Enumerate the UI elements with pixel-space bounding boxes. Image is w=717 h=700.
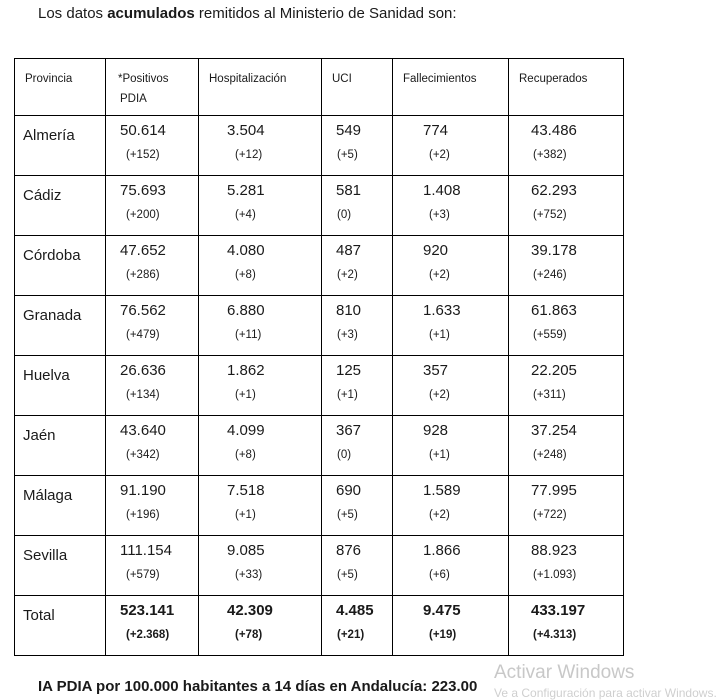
hosp-cell: 6.880 (+11) xyxy=(199,296,322,356)
rec-cell: 61.863 (+559) xyxy=(509,296,624,356)
fall-cell: 1.633 (+1) xyxy=(393,296,509,356)
uci-cell: 876 (+5) xyxy=(322,536,393,596)
fall-cell: 920 (+2) xyxy=(393,236,509,296)
windows-activation-subtitle: Ve a Configuración para activar Windows. xyxy=(494,686,717,700)
header-uci: UCI xyxy=(322,59,393,116)
table-row xyxy=(15,176,624,236)
table-row xyxy=(15,476,624,536)
header-fallecimientos: Fallecimientos xyxy=(393,59,509,116)
header-positivos-line2: PDIA xyxy=(120,93,147,105)
total-fall-cell: 9.475 (+19) xyxy=(393,596,509,656)
fall-cell: 928 (+1) xyxy=(393,416,509,476)
intro-before: Los datos xyxy=(38,5,108,22)
province-cell: Jaén xyxy=(15,416,106,476)
accumulated-data-table xyxy=(14,58,624,656)
windows-activation-watermark: Activar Windows xyxy=(494,662,635,683)
hosp-cell: 9.085 (+33) xyxy=(199,536,322,596)
uci-cell: 125 (+1) xyxy=(322,356,393,416)
header-recuperados: Recuperados xyxy=(509,59,624,116)
intro-text xyxy=(38,5,457,22)
province-cell: Almería xyxy=(15,116,106,176)
total-rec-cell: 433.197 (+4.313) xyxy=(509,596,624,656)
header-provincia: Provincia xyxy=(15,59,106,116)
header-row xyxy=(15,59,624,116)
table-row xyxy=(15,116,624,176)
rec-cell: 77.995 (+722) xyxy=(509,476,624,536)
positivos-cell: 47.652 (+286) xyxy=(106,236,199,296)
positivos-cell: 75.693 (+200) xyxy=(106,176,199,236)
uci-cell: 690 (+5) xyxy=(322,476,393,536)
rec-cell: 22.205 (+311) xyxy=(509,356,624,416)
ia-pdia-line: IA PDIA por 100.000 habitantes a 14 días en Andalucía: 223.00 xyxy=(38,678,478,695)
table-row xyxy=(15,416,624,476)
hosp-cell: 5.281 (+4) xyxy=(199,176,322,236)
total-uci-cell: 4.485 (+21) xyxy=(322,596,393,656)
province-cell: Málaga xyxy=(15,476,106,536)
table-row xyxy=(15,296,624,356)
hosp-cell: 7.518 (+1) xyxy=(199,476,322,536)
uci-cell: 810 (+3) xyxy=(322,296,393,356)
positivos-cell: 50.614 (+152) xyxy=(106,116,199,176)
total-label-cell: Total xyxy=(15,596,106,656)
positivos-cell: 111.154 (+579) xyxy=(106,536,199,596)
intro-after: remitidos al Ministerio de Sanidad son: xyxy=(194,5,457,22)
positivos-cell: 43.640 (+342) xyxy=(106,416,199,476)
positivos-cell: 91.190 (+196) xyxy=(106,476,199,536)
rec-cell: 62.293 (+752) xyxy=(509,176,624,236)
rec-cell: 43.486 (+382) xyxy=(509,116,624,176)
fall-cell: 1.589 (+2) xyxy=(393,476,509,536)
table-row xyxy=(15,236,624,296)
header-positivos xyxy=(106,59,199,116)
total-row xyxy=(15,596,624,656)
fall-cell: 774 (+2) xyxy=(393,116,509,176)
rec-cell: 39.178 (+246) xyxy=(509,236,624,296)
uci-cell: 367 (0) xyxy=(322,416,393,476)
hosp-cell: 4.080 (+8) xyxy=(199,236,322,296)
total-positivos-cell: 523.141 (+2.368) xyxy=(106,596,199,656)
intro-bold: acumulados xyxy=(107,5,195,22)
uci-cell: 581 (0) xyxy=(322,176,393,236)
hosp-cell: 4.099 (+8) xyxy=(199,416,322,476)
province-cell: Cádiz xyxy=(15,176,106,236)
uci-cell: 549 (+5) xyxy=(322,116,393,176)
fall-cell: 357 (+2) xyxy=(393,356,509,416)
rec-cell: 37.254 (+248) xyxy=(509,416,624,476)
province-cell: Granada xyxy=(15,296,106,356)
table-row xyxy=(15,536,624,596)
positivos-cell: 76.562 (+479) xyxy=(106,296,199,356)
rec-cell: 88.923 (+1.093) xyxy=(509,536,624,596)
header-hospitalizacion: Hospitalización xyxy=(199,59,322,116)
total-hosp-cell: 42.309 (+78) xyxy=(199,596,322,656)
uci-cell: 487 (+2) xyxy=(322,236,393,296)
hosp-cell: 3.504 (+12) xyxy=(199,116,322,176)
province-cell: Córdoba xyxy=(15,236,106,296)
fall-cell: 1.866 (+6) xyxy=(393,536,509,596)
hosp-cell: 1.862 (+1) xyxy=(199,356,322,416)
header-positivos-line1: *Positivos xyxy=(118,73,169,85)
positivos-cell: 26.636 (+134) xyxy=(106,356,199,416)
fall-cell: 1.408 (+3) xyxy=(393,176,509,236)
province-cell: Sevilla xyxy=(15,536,106,596)
table-row xyxy=(15,356,624,416)
province-cell: Huelva xyxy=(15,356,106,416)
